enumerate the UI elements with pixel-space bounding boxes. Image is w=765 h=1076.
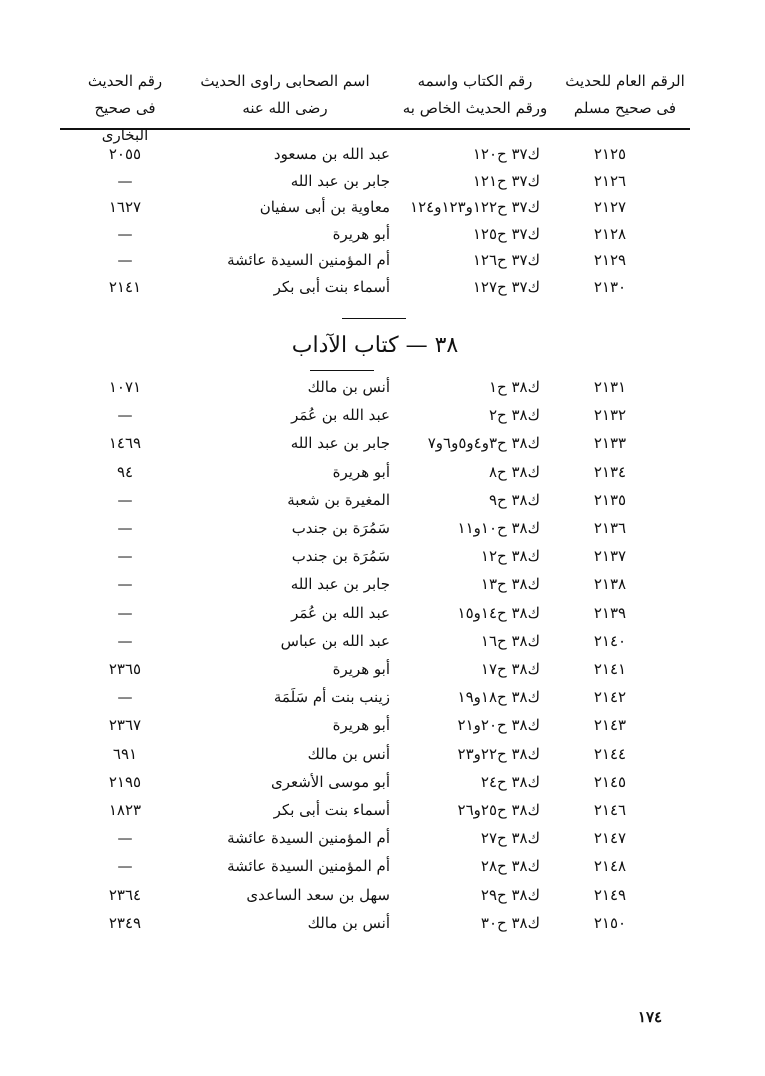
table-row [60,167,690,195]
section-rule-bottom [310,370,374,371]
bukhari-number-cell: ٢٣٦٤ [108,885,142,904]
book-ref-cell: ك٣٨ ح٣٠ [480,913,540,932]
general-number-cell: ٢١٣١ [593,378,627,396]
header-book-number-line2: ورقم الحديث الخاص به [402,99,548,117]
general-number-cell: ٢١٣٨ [593,575,627,594]
bukhari-number-cell: ٩٤ [116,462,134,481]
general-number-cell: ٢١٢٥ [593,145,627,163]
companion-cell: أنس بن مالك [307,378,390,396]
general-number-cell: ٢١٣٣ [593,434,627,453]
general-number-cell: ٢١٤٩ [593,885,627,904]
bukhari-number-cell: ١٦٢٧ [108,198,142,216]
table-row [60,246,690,274]
book-ref-cell: ك٣٨ ح١٣ [480,575,540,594]
general-number-cell: ٢١٣٥ [593,490,627,509]
bukhari-number-cell: ٦٩١ [112,744,138,763]
book-ref-cell: ك٣٨ ح١٤و١٥ [457,603,540,622]
bukhari-number-cell: ٢١٩٥ [108,772,142,791]
general-number-cell: ٢١٤١ [593,660,627,678]
bukhari-number-cell: ١٠٧١ [108,378,142,396]
companion-cell: عبد الله بن عُمَر [291,603,390,622]
general-number-cell: ٢١٤٧ [593,829,627,848]
bukhari-number-cell: ١٨٢٣ [108,801,142,819]
bukhari-number-cell: — [117,251,133,269]
companion-cell: أنس بن مالك [307,744,390,763]
table-row [60,401,690,429]
bukhari-number-cell: ٢١٤١ [108,277,142,296]
bukhari-number-cell: — [117,857,133,876]
table-row [60,458,690,486]
table-row [60,599,690,627]
book-ref-cell: ك٣٧ ح١٢٧ [472,277,540,296]
header-companion-line2: رضى الله عنه [242,99,328,117]
companion-cell: جابر بن عبد الله [290,575,390,594]
general-number-cell: ٢١٤٦ [593,801,627,819]
header-companion [190,68,380,122]
companion-cell: سَمُرَة بن جندب [291,547,390,566]
header-book-number-line1: رقم الكتاب واسمه [417,72,533,90]
table-row [60,824,690,852]
bukhari-number-cell: — [117,519,133,537]
table-row [60,796,690,824]
companion-cell: عبد الله بن عباس [280,631,390,650]
table-row [60,909,690,937]
general-number-cell: ٢١٥٠ [593,913,627,932]
section-heading [60,318,690,374]
companion-cell: أم المؤمنين السيدة عائشة [227,857,390,876]
book-ref-cell: ك٣٧ ح١٢٦ [472,251,540,269]
table-row [60,627,690,655]
general-number-cell: ٢١٢٨ [593,224,627,243]
table-row [60,852,690,880]
table-row [60,683,690,711]
companion-cell: أبو هريرة [332,224,390,243]
header-general-number [560,68,690,122]
book-ref-cell: ك٣٨ ح٢٤ [480,772,540,791]
companion-cell: أبو هريرة [332,660,390,678]
bukhari-number-cell: — [117,575,133,594]
table-row [60,514,690,542]
table-row [60,740,690,768]
general-number-cell: ٢١٤٢ [593,688,627,707]
header-general-number-line2: فى صحيح مسلم [573,99,677,117]
book-ref-cell: ك٣٨ ح٩ [488,490,540,509]
bukhari-number-cell: — [117,688,133,707]
table-row [60,140,690,168]
table-row [60,655,690,683]
section-rule-top [342,318,406,319]
table-row [60,570,690,598]
companion-cell: جابر بن عبد الله [290,434,390,453]
companion-cell: سَمُرَة بن جندب [291,519,390,537]
companion-cell: أم المؤمنين السيدة عائشة [227,829,390,848]
header-book-number [390,68,560,122]
companion-cell: أم المؤمنين السيدة عائشة [227,251,390,269]
companion-cell: عبد الله بن عُمَر [291,406,390,425]
companion-cell: جابر بن عبد الله [290,171,390,190]
book-ref-cell: ك٣٨ ح٢٠و٢١ [457,716,540,735]
header-bukhari-line1: رقم الحديث [87,72,163,90]
general-number-cell: ٢١٣٤ [593,462,627,481]
companion-cell: سهل بن سعد الساعدى [246,885,390,904]
general-number-cell: ٢١٣٧ [593,547,627,566]
table-row [60,881,690,909]
companion-cell: أسماء بنت أبى بكر [273,277,390,296]
book-ref-cell: ك٣٨ ح٢٨ [480,857,540,876]
header-general-number-line1: الرقم العام للحديث [565,72,685,90]
bukhari-number-cell: — [117,171,133,190]
book-ref-cell: ك٣٨ ح٢٢و٢٣ [457,744,540,763]
companion-cell: المغيرة بن شعبة [287,490,390,509]
section-title: ٣٨ — كتاب الآداب [291,333,459,358]
header-bukhari-line2: فى صحيح البخارى [94,99,156,144]
book-ref-cell: ك٣٨ ح١٨و١٩ [457,688,540,707]
book-ref-cell: ك٣٧ ح١٢١ [472,171,540,190]
bukhari-number-cell: ١٤٦٩ [108,434,142,453]
companion-cell: أسماء بنت أبى بكر [273,801,390,819]
bukhari-number-cell: — [117,631,133,650]
table-row [60,193,690,221]
general-number-cell: ٢١٢٩ [593,251,627,269]
book-ref-cell: ك٣٨ ح١٠و١١ [457,519,540,537]
table-header [60,62,690,144]
general-number-cell: ٢١٤٤ [593,744,627,763]
header-companion-line1: اسم الصحابى راوى الحديث [200,72,370,90]
book-ref-cell: ك٣٨ ح٢٥و٢٦ [457,801,540,819]
general-number-cell: ٢١٣٩ [593,603,627,622]
book-ref-cell: ك٣٨ ح٢٩ [480,885,540,904]
general-number-cell: ٢١٢٧ [593,198,627,216]
table-row [60,542,690,570]
bukhari-number-cell: — [117,490,133,509]
book-ref-cell: ك٣٧ ح١٢٥ [472,224,540,243]
companion-cell: زينب بنت أم سَلَمَة [273,688,390,707]
bukhari-number-cell: — [117,829,133,848]
book-ref-cell: ك٣٨ ح١٦ [480,631,540,650]
bukhari-number-cell: — [117,547,133,566]
bukhari-number-cell: — [117,224,133,243]
bukhari-number-cell: ٢٣٤٩ [108,913,142,932]
book-ref-cell: ك٣٨ ح٨ [488,462,540,481]
book-ref-cell: ك٣٧ ح١٢٠ [472,145,540,163]
general-number-cell: ٢١٤٠ [593,631,627,650]
general-number-cell: ٢١٤٥ [593,772,627,791]
table-row [60,711,690,739]
book-ref-cell: ك٣٨ ح١٧ [480,660,540,678]
general-number-cell: ٢١٤٨ [593,857,627,876]
book-ref-cell: ك٣٨ ح١ [488,378,540,396]
bukhari-number-cell: — [117,603,133,622]
book-ref-cell: ك٣٨ ح١٢ [480,547,540,566]
companion-cell: أبو هريرة [332,462,390,481]
page-number: ١٧٤ [637,1008,663,1026]
table-row [60,373,690,401]
general-number-cell: ٢١٣٠ [593,277,627,296]
companion-cell: أبو موسى الأشعرى [270,772,390,791]
companion-cell: أنس بن مالك [307,913,390,932]
general-number-cell: ٢١٢٦ [593,171,627,190]
general-number-cell: ٢١٤٣ [593,716,627,735]
book-ref-cell: ك٣٨ ح٢ [488,406,540,425]
header-bukhari [70,68,180,149]
table-row [60,486,690,514]
bukhari-number-cell: ٢٠٥٥ [108,145,142,163]
bukhari-number-cell: ٢٣٦٥ [108,660,142,678]
table-row [60,429,690,457]
book-ref-cell: ك٣٨ ح٣و٤و٥و٦و٧ [427,434,540,453]
general-number-cell: ٢١٣٢ [593,406,627,425]
general-number-cell: ٢١٣٦ [593,519,627,537]
companion-cell: معاوية بن أبى سفيان [259,198,390,216]
book-ref-cell: ك٣٨ ح٢٧ [480,829,540,848]
companion-cell: أبو هريرة [332,716,390,735]
book-ref-cell: ك٣٧ ح١٢٢و١٢٣و١٢٤ [410,198,540,216]
bukhari-number-cell: ٢٣٦٧ [108,716,142,735]
companion-cell: عبد الله بن مسعود [273,145,390,163]
bukhari-number-cell: — [117,406,133,425]
table-row [60,273,690,301]
table-row [60,768,690,796]
table-row [60,220,690,248]
